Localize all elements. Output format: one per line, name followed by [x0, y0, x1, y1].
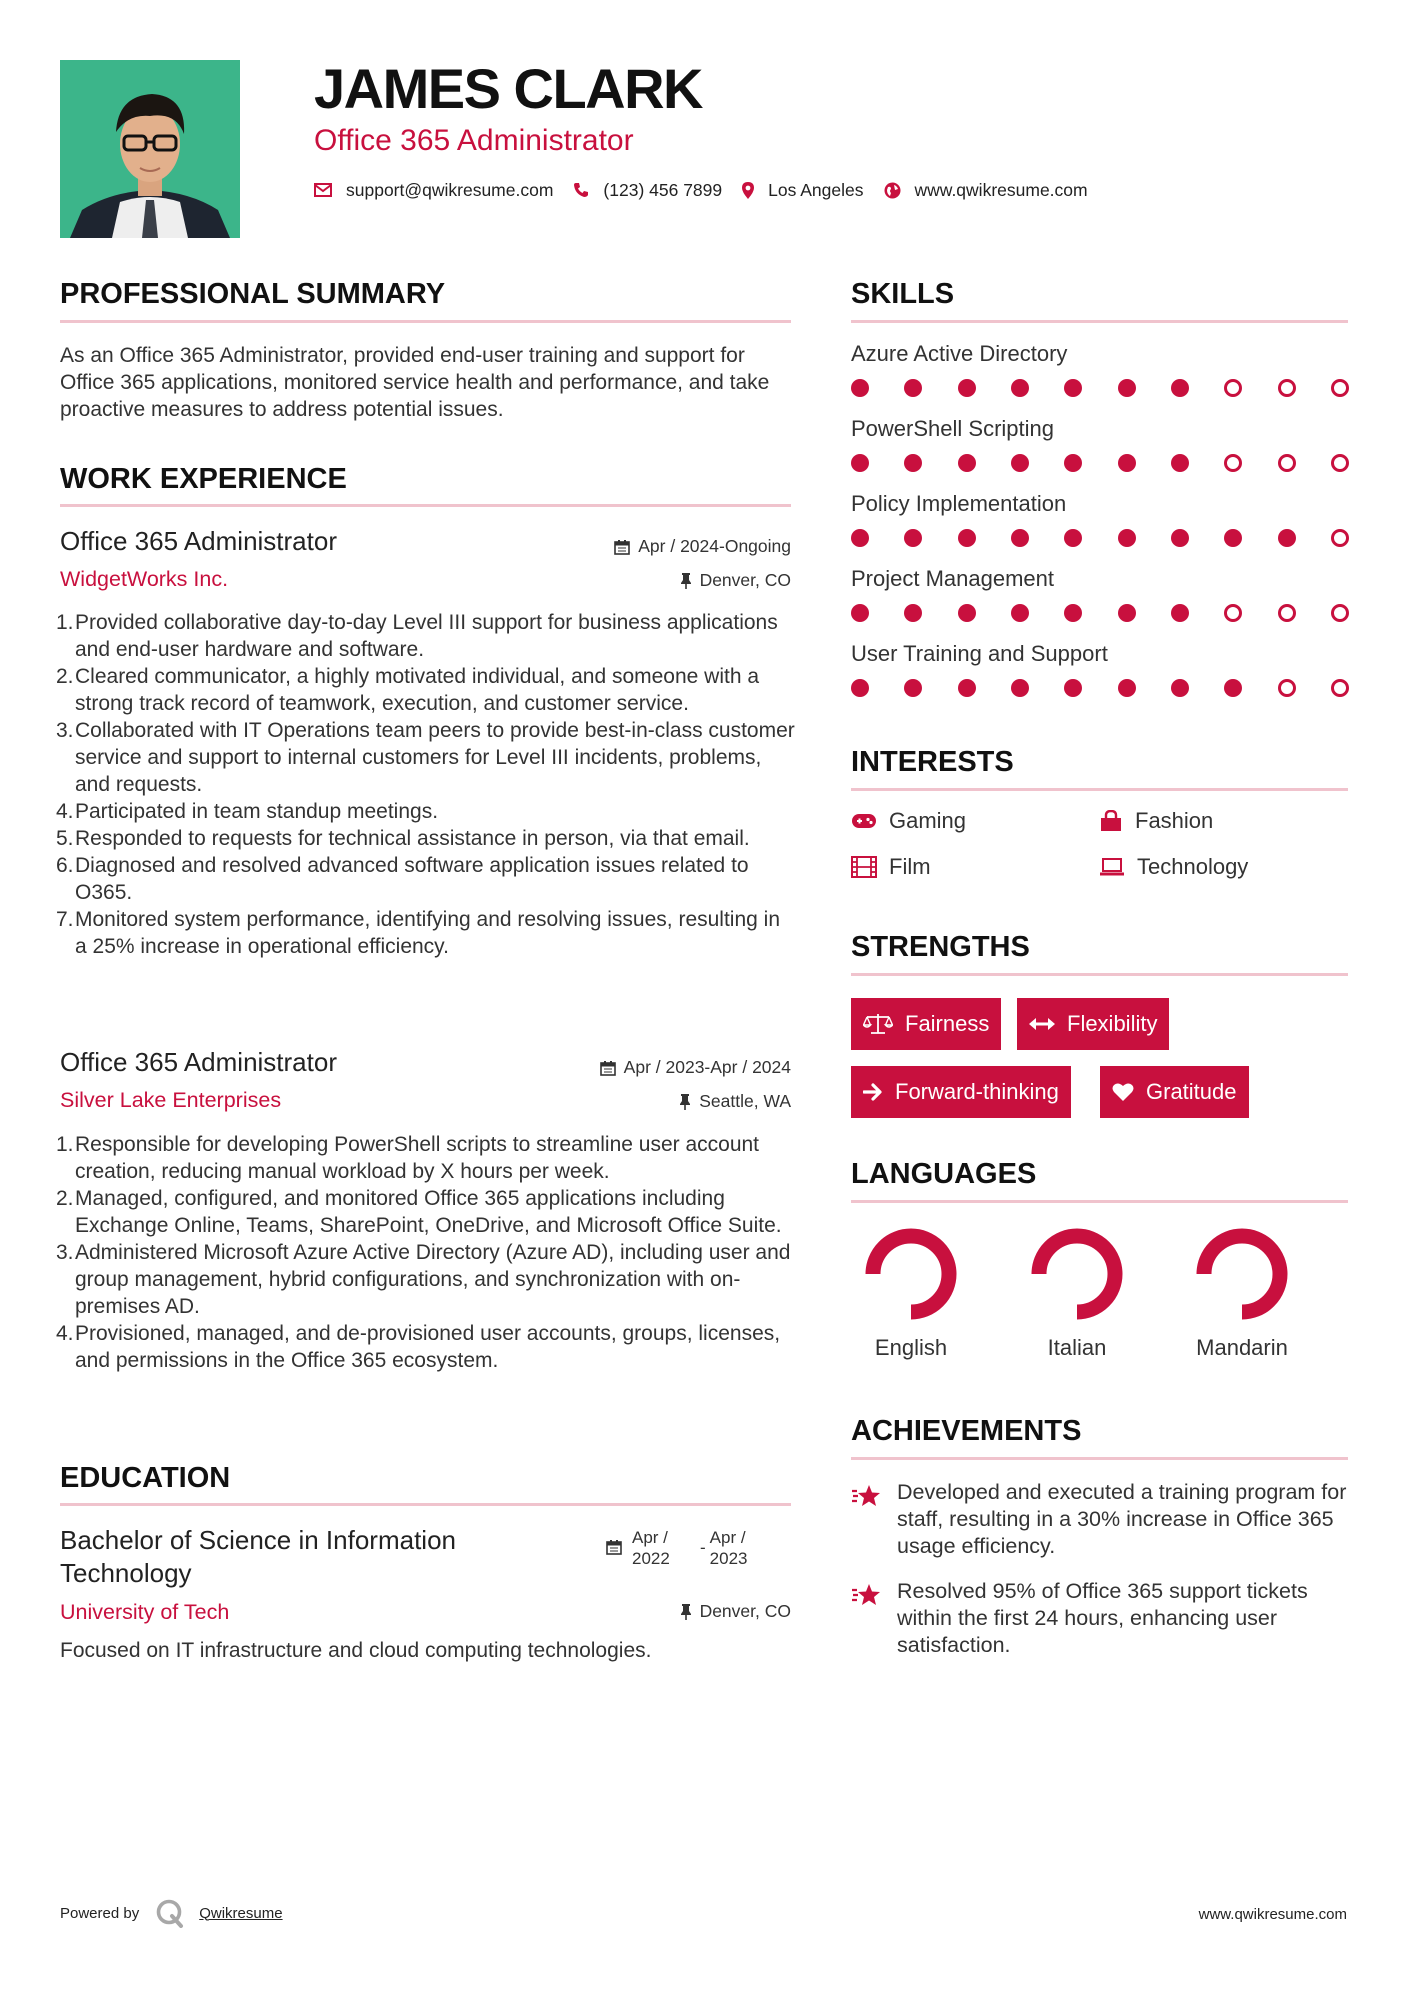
skill-dot-filled	[851, 529, 869, 547]
skill-dot-empty	[1331, 379, 1349, 397]
skill-row	[851, 340, 1349, 415]
strengths-divider	[851, 973, 1348, 976]
contact-email-text: support@qwikresume.com	[346, 179, 554, 200]
heart-icon	[1112, 1082, 1134, 1102]
job-bullets	[56, 1131, 796, 1374]
contact-email[interactable]	[314, 180, 553, 201]
job-bullets	[56, 609, 796, 960]
job-dates-text: Apr / 2024-Ongoing	[638, 536, 791, 556]
job-company: WidgetWorks Inc.	[60, 567, 229, 591]
map-marker-icon	[742, 182, 754, 199]
skill-dot-empty	[1331, 529, 1349, 547]
skill-dot-empty	[1224, 604, 1242, 622]
skill-rating	[851, 604, 1349, 622]
skill-dot-filled	[958, 604, 976, 622]
education-date-separator: -	[700, 1538, 706, 1557]
skill-dot-filled	[1118, 604, 1136, 622]
skill-dot-empty	[1278, 454, 1296, 472]
skill-dot-filled	[1118, 379, 1136, 397]
skills-list	[851, 340, 1349, 715]
skill-dot-filled	[1278, 529, 1296, 547]
list-item: 4. Participated in team standup meetings.	[56, 800, 439, 823]
skill-dot-filled	[958, 379, 976, 397]
skill-dot-filled	[851, 604, 869, 622]
skill-dot-filled	[1171, 454, 1189, 472]
languages-divider	[851, 1200, 1348, 1203]
education-end: Apr / 2023	[709, 1528, 748, 1568]
skill-dot-filled	[1011, 454, 1029, 472]
job-dates	[520, 536, 791, 557]
skill-row	[851, 565, 1349, 640]
contact-website-text: www.qwikresume.com	[914, 179, 1088, 200]
globe-icon	[884, 182, 901, 199]
skill-dot-filled	[1064, 604, 1082, 622]
experience-divider	[60, 504, 791, 507]
language-proficiency-ring	[1192, 1224, 1292, 1324]
skill-rating	[851, 379, 1349, 397]
skill-name: Policy Implementation	[851, 491, 1067, 516]
contact-location	[742, 180, 863, 201]
interest-label: Gaming	[889, 808, 967, 833]
skill-dot-empty	[1278, 604, 1296, 622]
skill-dot-filled	[851, 679, 869, 697]
list-item: 7. Monitored system performance, identifying and resolving issues, resulting in a 25% increase in operational efficiency.	[56, 908, 781, 958]
interests-heading: INTERESTS	[851, 746, 1014, 778]
contact-location-text: Los Angeles	[768, 179, 864, 200]
arrows-horizontal-icon	[1029, 1017, 1055, 1031]
list-item: 5. Responded to requests for technical assistance in person, via that email.	[56, 827, 750, 850]
interest-item-film	[851, 854, 931, 880]
strength-label: Gratitude	[1146, 1079, 1237, 1104]
job-location-text: Seattle, WA	[699, 1091, 791, 1111]
language-item	[1012, 1224, 1142, 1361]
education-location	[520, 1601, 791, 1622]
experience-heading: WORK EXPERIENCE	[60, 463, 347, 495]
skill-dot-filled	[851, 454, 869, 472]
languages-heading: LANGUAGES	[851, 1158, 1037, 1190]
skill-dot-filled	[904, 379, 922, 397]
list-item: 2. Cleared communicator, a highly motivated individual, and someone with a strong track record of teamwork, execution, and customer service.	[56, 665, 760, 715]
skill-dot-filled	[851, 379, 869, 397]
strength-tag-gratitude	[1100, 1066, 1249, 1118]
film-icon	[851, 856, 877, 878]
strength-label: Forward-thinking	[895, 1079, 1059, 1104]
skill-dot-filled	[904, 454, 922, 472]
qwikresume-link[interactable]: Qwikresume	[199, 1904, 283, 1922]
powered-by-label: Powered by	[60, 1904, 140, 1922]
contact-phone-text: (123) 456 7899	[603, 179, 723, 200]
interest-item-gaming	[851, 808, 966, 834]
job-company: Silver Lake Enterprises	[60, 1088, 282, 1112]
job-location	[520, 1091, 791, 1112]
achievement-text: Resolved 95% of Office 365 support tickets within the first 24 hours, enhancing user satisfaction.	[897, 1579, 1308, 1657]
language-proficiency-arc	[873, 1236, 949, 1312]
contact-phone[interactable]	[573, 180, 722, 201]
star-award-icon	[851, 1582, 883, 1608]
contact-website[interactable]	[884, 180, 1088, 201]
list-item: 3. Administered Microsoft Azure Active Directory (Azure AD), including user and group management, hybrid configurations, and synchronization with on-premises AD.	[56, 1241, 791, 1318]
qwikresume-logo-icon	[155, 1898, 185, 1928]
skill-dot-empty	[1224, 379, 1242, 397]
candidate-name: JAMES CLARK	[314, 57, 702, 120]
achievements-heading: ACHIEVEMENTS	[851, 1415, 1082, 1447]
language-item	[846, 1224, 976, 1361]
skill-dot-filled	[1064, 679, 1082, 697]
strengths-heading: STRENGTHS	[851, 931, 1030, 963]
skill-name: PowerShell Scripting	[851, 416, 1054, 441]
skills-heading: SKILLS	[851, 278, 955, 310]
skill-dot-empty	[1331, 604, 1349, 622]
achievement-item	[851, 1479, 1351, 1560]
skill-dot-filled	[904, 604, 922, 622]
achievements-divider	[851, 1457, 1348, 1460]
achievement-text: Developed and executed a training program for staff, resulting in a 30% increase in Office 365 usage efficiency.	[897, 1480, 1347, 1558]
interest-label: Technology	[1137, 854, 1249, 879]
skill-rating	[851, 454, 1349, 472]
calendar-icon	[606, 1539, 622, 1555]
job-dates	[520, 1057, 791, 1078]
job-role: Office 365 Administrator	[60, 526, 337, 556]
skill-dot-filled	[1171, 604, 1189, 622]
language-name: English	[874, 1335, 948, 1360]
education-divider	[60, 1503, 791, 1506]
skill-dot-filled	[904, 529, 922, 547]
skill-dot-filled	[1224, 529, 1242, 547]
language-name: Mandarin	[1196, 1335, 1288, 1360]
thumbtack-icon	[680, 1604, 692, 1620]
skill-rating	[851, 679, 1349, 697]
skill-dot-filled	[1224, 679, 1242, 697]
skills-divider	[851, 320, 1348, 323]
education-degree: Bachelor of Science in Information Technology	[60, 1525, 456, 1588]
skill-name: Azure Active Directory	[851, 341, 1068, 366]
skill-dot-filled	[1011, 679, 1029, 697]
skill-dot-filled	[958, 679, 976, 697]
skill-dot-filled	[1171, 679, 1189, 697]
contact-bar	[314, 176, 1108, 204]
skill-dot-filled	[1011, 379, 1029, 397]
job-dates-text: Apr / 2023-Apr / 2024	[623, 1057, 791, 1077]
thumbtack-icon	[680, 573, 692, 589]
skill-dot-filled	[1171, 379, 1189, 397]
language-name: Italian	[1047, 1335, 1107, 1360]
calendar-icon	[600, 1060, 616, 1076]
skill-dot-empty	[1278, 379, 1296, 397]
skill-dot-filled	[904, 679, 922, 697]
skill-row	[851, 640, 1349, 715]
skill-row	[851, 490, 1349, 565]
skill-dot-filled	[958, 529, 976, 547]
thumbtack-icon	[679, 1094, 691, 1110]
shopping-bag-icon	[1099, 810, 1123, 832]
interest-item-fashion	[1099, 808, 1213, 834]
skill-name: Project Management	[851, 566, 1054, 591]
skill-dot-empty	[1224, 454, 1242, 472]
summary-text: As an Office 365 Administrator, provided end-user training and support for Office 365 applications, monitored service health and performance, and take proactive measures to address potential issues.	[60, 344, 770, 421]
skill-name: User Training and Support	[851, 641, 1108, 666]
skill-dot-filled	[1011, 529, 1029, 547]
gamepad-icon	[851, 813, 877, 829]
education-heading: EDUCATION	[60, 1462, 231, 1494]
skill-dot-filled	[1171, 529, 1189, 547]
footer-website[interactable]: www.qwikresume.com	[1198, 1906, 1347, 1923]
skill-dot-filled	[1011, 604, 1029, 622]
interest-label: Film	[889, 854, 931, 879]
skill-dot-empty	[1331, 679, 1349, 697]
summary-divider	[60, 320, 791, 323]
list-item: 4. Provisioned, managed, and de-provisioned user accounts, groups, licenses, and permissions in the Office 365 ecosystem.	[56, 1322, 781, 1372]
list-item: 1. Provided collaborative day-to-day Level III support for business applications and end-user hardware and software.	[56, 611, 778, 661]
job-location	[520, 570, 791, 591]
language-proficiency-arc	[1039, 1236, 1115, 1312]
skill-rating	[851, 529, 1349, 547]
skill-dot-filled	[1118, 454, 1136, 472]
interests-divider	[851, 788, 1348, 791]
summary-heading: PROFESSIONAL SUMMARY	[60, 278, 446, 310]
phone-icon	[573, 182, 589, 198]
education-school: University of Tech	[60, 1600, 230, 1624]
arrow-right-icon	[863, 1082, 883, 1102]
balance-scale-icon	[863, 1013, 893, 1035]
list-item: 6. Diagnosed and resolved advanced software application issues related to O365.	[56, 854, 749, 904]
footer-powered-by	[60, 1898, 283, 1928]
education-description: Focused on IT infrastructure and cloud computing technologies.	[60, 1639, 652, 1662]
envelope-icon	[314, 183, 332, 197]
skill-dot-empty	[1278, 679, 1296, 697]
list-item: 1. Responsible for developing PowerShell scripts to streamline user account creation, reducing manual workload by X hours per week.	[56, 1133, 760, 1183]
skill-dot-filled	[1118, 529, 1136, 547]
strength-tag-forward-thinking	[851, 1066, 1071, 1118]
strength-tag-flexibility	[1017, 998, 1169, 1050]
language-proficiency-arc	[1204, 1236, 1280, 1312]
star-award-icon	[851, 1483, 883, 1509]
language-proficiency-ring	[861, 1224, 961, 1324]
list-item: 2. Managed, configured, and monitored Office 365 applications including Exchange Online, Teams, SharePoint, OneDrive, and Microsoft Office Suite.	[56, 1187, 782, 1237]
language-item	[1177, 1224, 1307, 1361]
skill-dot-filled	[1064, 529, 1082, 547]
calendar-icon	[614, 539, 630, 555]
education-dates	[606, 1527, 756, 1569]
candidate-title: Office 365 Administrator	[314, 124, 634, 157]
list-item: 3. Collaborated with IT Operations team peers to provide best-in-class customer service and support to internal customers for Level III incidents, problems, and requests.	[56, 719, 795, 796]
skill-dot-filled	[1064, 454, 1082, 472]
education-start: Apr / 2022	[632, 1528, 670, 1568]
strength-label: Flexibility	[1067, 1011, 1158, 1036]
education-location-text: Denver, CO	[699, 1601, 791, 1621]
strength-tag-fairness	[851, 998, 1001, 1050]
skill-dot-filled	[1118, 679, 1136, 697]
skill-dot-empty	[1331, 454, 1349, 472]
skill-dot-filled	[1064, 379, 1082, 397]
job-role: Office 365 Administrator	[60, 1047, 337, 1077]
job-location-text: Denver, CO	[699, 570, 791, 590]
interest-label: Fashion	[1135, 808, 1214, 833]
laptop-icon	[1099, 857, 1125, 877]
skill-dot-filled	[958, 454, 976, 472]
profile-photo	[60, 60, 240, 238]
strength-label: Fairness	[905, 1011, 990, 1036]
language-proficiency-ring	[1027, 1224, 1127, 1324]
achievement-item	[851, 1578, 1351, 1659]
interest-item-technology	[1099, 854, 1248, 880]
skill-row	[851, 415, 1349, 490]
